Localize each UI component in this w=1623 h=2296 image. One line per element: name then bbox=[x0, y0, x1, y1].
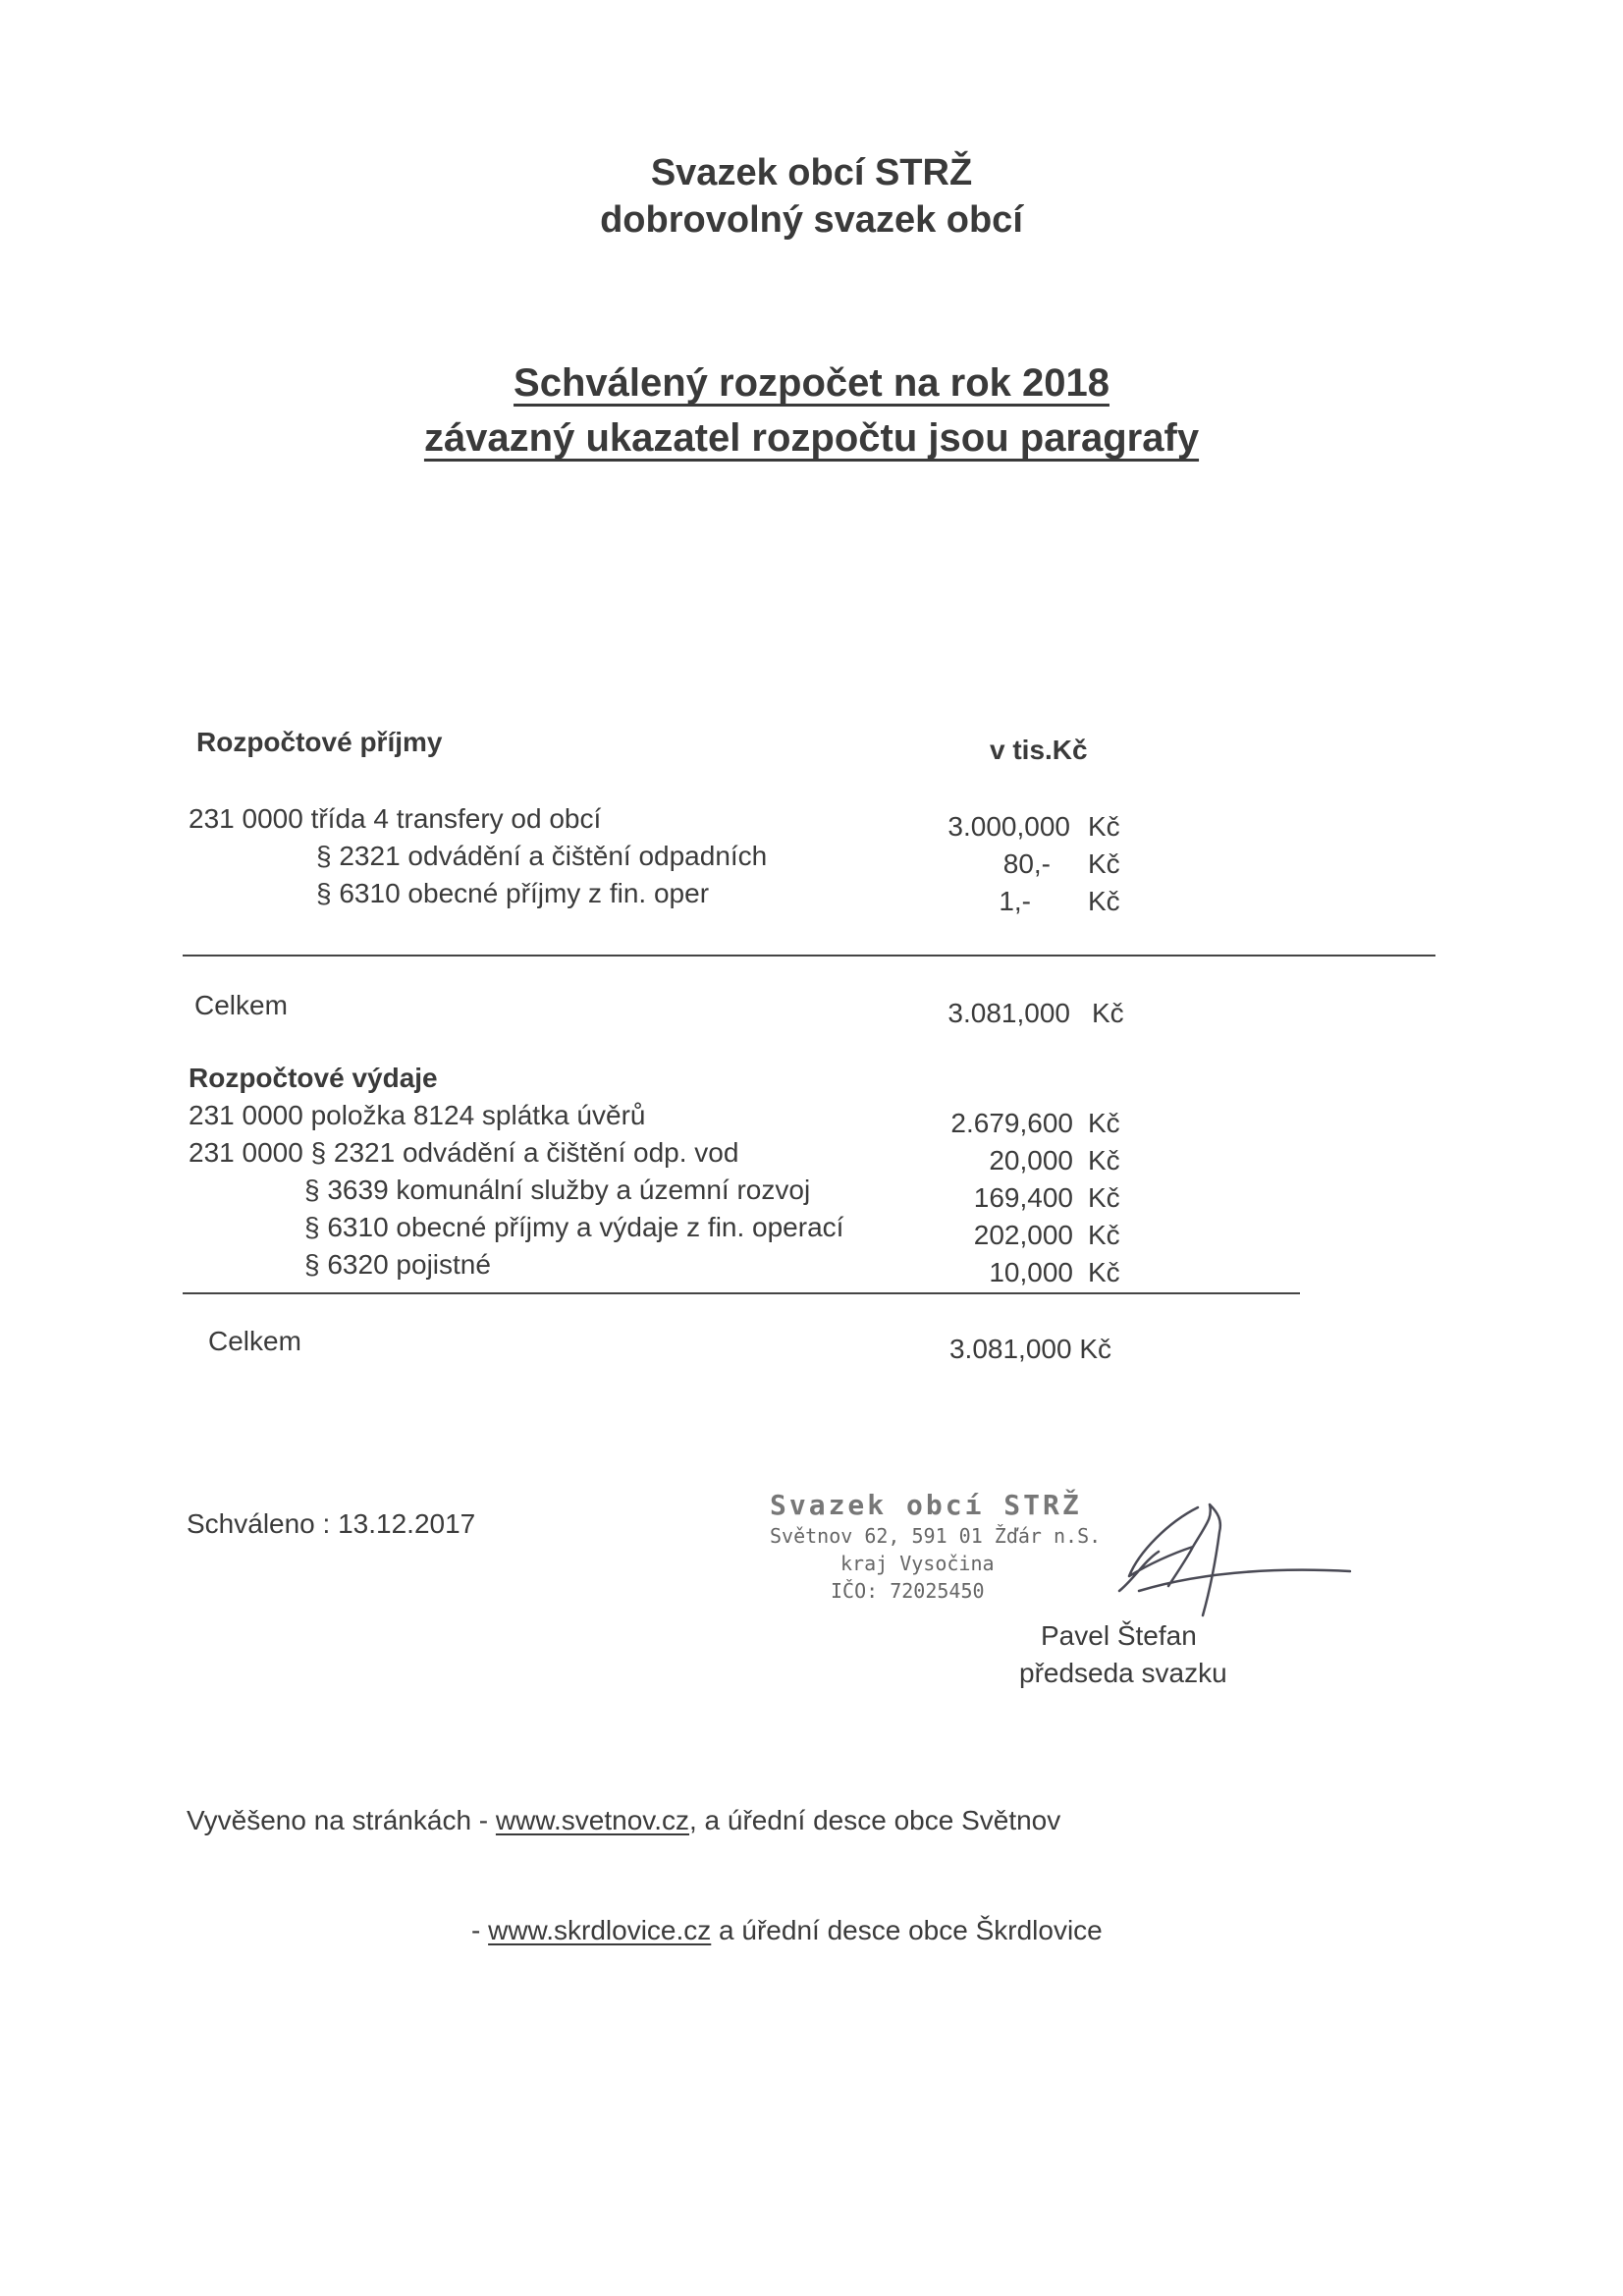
approval-date: Schváleno : 13.12.2017 bbox=[187, 1508, 476, 1539]
expense-row-amount: 202,000 bbox=[973, 1220, 1073, 1250]
income-row-currency: Kč bbox=[1088, 886, 1120, 916]
expense-row-label: § 6310 obecné příjmy a výdaje z fin. operací bbox=[304, 1212, 844, 1242]
unit-label: v tis.Kč bbox=[990, 735, 1088, 765]
income-row-label: 231 0000 třída 4 transfery od obcí bbox=[189, 803, 602, 834]
svetnov-link[interactable]: www.svetnov.cz bbox=[495, 1805, 689, 1835]
expense-row-currency: Kč bbox=[1088, 1145, 1120, 1175]
expense-row-amount: 169,400 bbox=[973, 1182, 1073, 1213]
posted-notice-line2: - www.skrdlovice.cz a úřední desce obce Škrdlovice bbox=[471, 1915, 1103, 1945]
expense-row-currency: Kč bbox=[1088, 1220, 1120, 1250]
organization-type: dobrovolný svazek obcí bbox=[600, 199, 1023, 241]
income-row-label: § 2321 odvádění a čištění odpadních bbox=[316, 841, 768, 871]
handwritten-signature bbox=[1100, 1493, 1355, 1620]
income-row-label: § 6310 obecné příjmy z fin. oper bbox=[316, 878, 710, 908]
income-total-currency: Kč bbox=[1092, 998, 1124, 1028]
organization-name: Svazek obcí STRŽ bbox=[650, 152, 973, 193]
income-row-currency: Kč bbox=[1088, 848, 1120, 879]
expenses-divider bbox=[183, 1292, 1300, 1294]
stamp-address: Světnov 62, 591 01 Žďár n.S. bbox=[770, 1524, 1102, 1548]
skrdlovice-link[interactable]: www.skrdlovice.cz bbox=[488, 1915, 712, 1945]
income-row-amount: 3.000,000 bbox=[947, 811, 1070, 842]
expenses-total-amount: 3.081,000 Kč bbox=[948, 1334, 1111, 1364]
expense-row-amount: 2.679,600 bbox=[950, 1108, 1073, 1138]
expense-row-label: § 6320 pojistné bbox=[304, 1249, 491, 1280]
income-total-amount: 3.081,000 bbox=[947, 998, 1070, 1028]
income-divider bbox=[183, 955, 1435, 957]
expense-row-label: 231 0000 § 2321 odvádění a čištění odp. vod bbox=[189, 1137, 739, 1168]
document-title: Schválený rozpočet na rok 2018 bbox=[514, 361, 1109, 405]
income-total-label: Celkem bbox=[194, 990, 288, 1020]
expense-row-currency: Kč bbox=[1088, 1182, 1120, 1213]
income-row-amount: 1,- bbox=[999, 886, 1031, 916]
stamp-title: Svazek obcí STRŽ bbox=[770, 1489, 1082, 1521]
expense-row-label: § 3639 komunální služby a územní rozvoj bbox=[304, 1175, 811, 1205]
expense-row-currency: Kč bbox=[1088, 1257, 1120, 1287]
signatory-name: Pavel Štefan bbox=[1041, 1620, 1197, 1651]
expenses-total-label: Celkem bbox=[208, 1326, 301, 1356]
expense-row-amount: 10,000 bbox=[989, 1257, 1073, 1287]
expense-row-currency: Kč bbox=[1088, 1108, 1120, 1138]
posted-notice-line1: Vyvěšeno na stránkách - www.svetnov.cz, a úřední desce obce Světnov bbox=[187, 1805, 1061, 1835]
stamp-ico: IČO: 72025450 bbox=[831, 1579, 985, 1603]
income-row-amount: 80,- bbox=[1002, 848, 1051, 879]
stamp-region: kraj Vysočina bbox=[840, 1552, 995, 1575]
income-heading: Rozpočtové příjmy bbox=[196, 727, 443, 757]
expense-row-amount: 20,000 bbox=[989, 1145, 1073, 1175]
expense-row-label: 231 0000 položka 8124 splátka úvěrů bbox=[189, 1100, 646, 1130]
document-subtitle: závazný ukazatel rozpočtu jsou paragrafy bbox=[423, 416, 1200, 460]
income-row-currency: Kč bbox=[1088, 811, 1120, 842]
signatory-role: předseda svazku bbox=[1019, 1658, 1227, 1688]
expenses-heading: Rozpočtové výdaje bbox=[189, 1063, 438, 1093]
